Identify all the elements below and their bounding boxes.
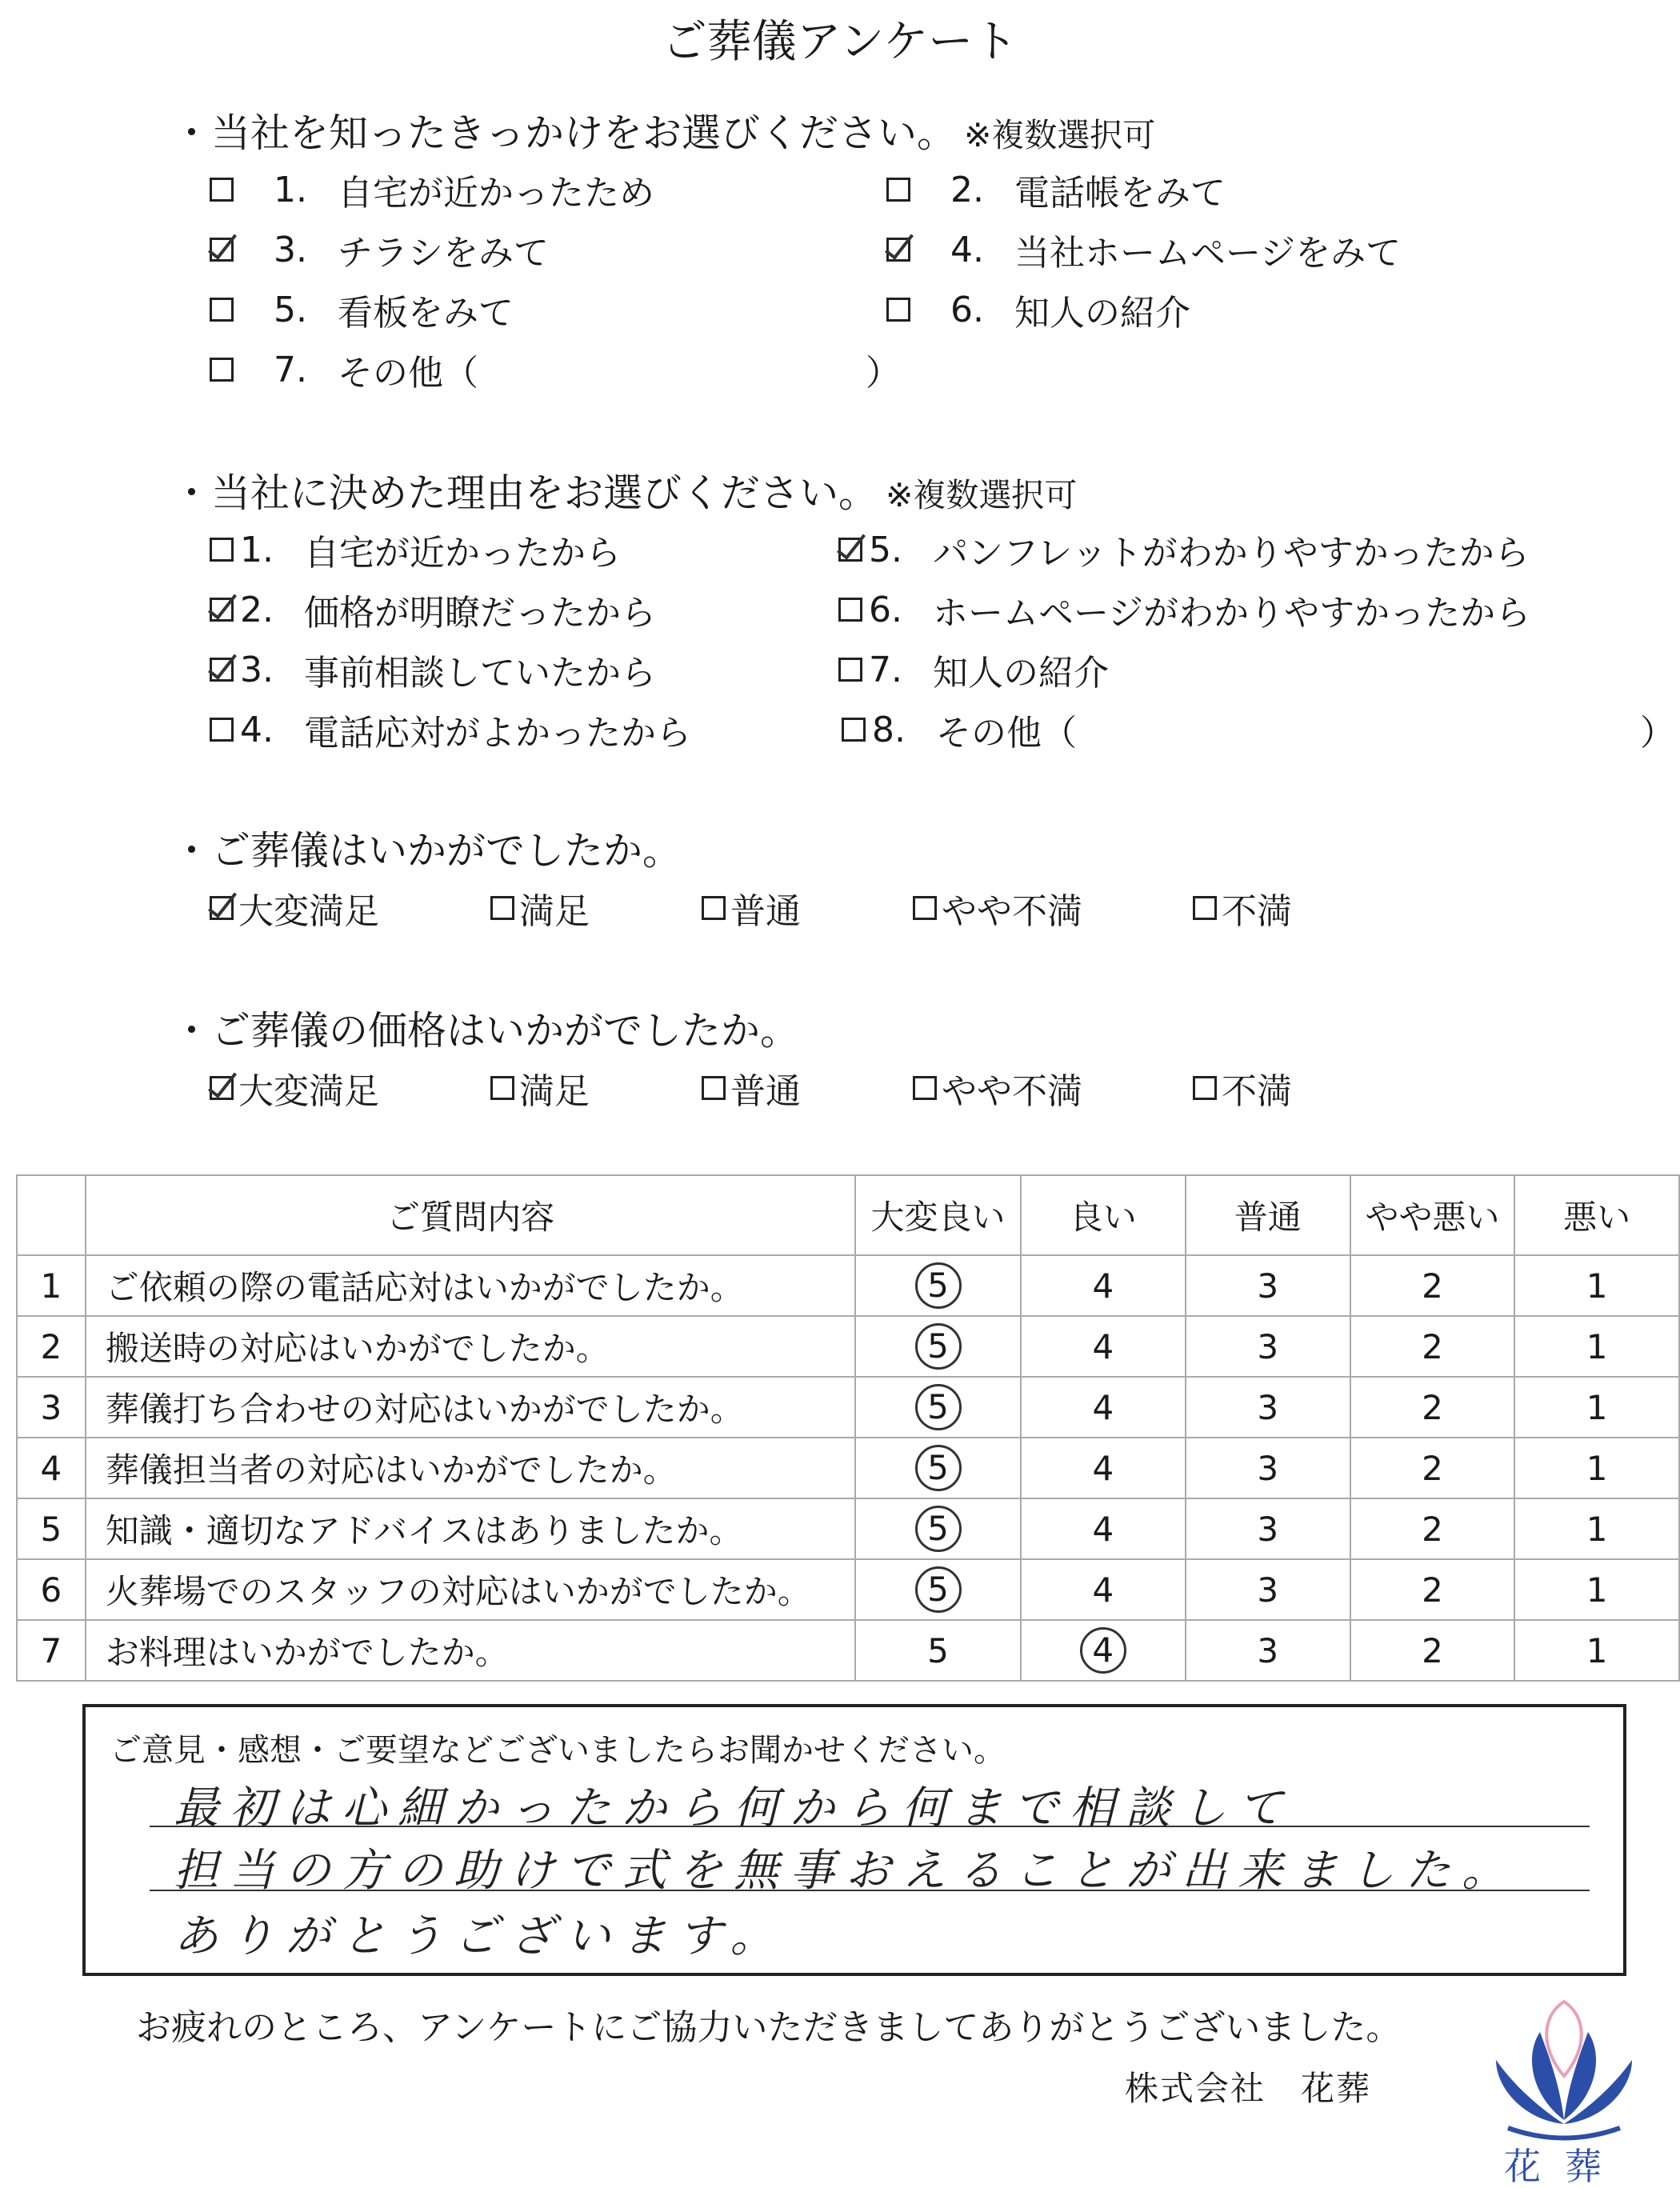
q2-option-5[interactable] bbox=[838, 524, 1530, 575]
score-cell[interactable] bbox=[1350, 1498, 1515, 1559]
q1-title bbox=[172, 102, 1155, 158]
checkbox[interactable] bbox=[886, 178, 910, 202]
option-label: チラシをみて bbox=[338, 233, 549, 274]
score-cell[interactable] bbox=[855, 1498, 1020, 1559]
score-cell[interactable] bbox=[1186, 1559, 1350, 1620]
score-cell[interactable] bbox=[1350, 1255, 1515, 1316]
option-label: 事前相談していたから bbox=[304, 653, 656, 694]
q4-option-somewhat-dissatisfied[interactable] bbox=[913, 1062, 1082, 1114]
row-number: 5 bbox=[17, 1498, 86, 1559]
q2-note: ※複数選択可 bbox=[886, 476, 1078, 514]
score-cell[interactable] bbox=[855, 1438, 1020, 1498]
q4-option-dissatisfied[interactable] bbox=[1193, 1062, 1292, 1114]
score-cell[interactable] bbox=[1021, 1316, 1186, 1377]
circled-score: 5 bbox=[915, 1384, 962, 1430]
q2-title bbox=[172, 462, 1077, 518]
option-label: 不満 bbox=[1222, 1071, 1292, 1112]
checkbox[interactable] bbox=[210, 538, 234, 562]
question-text: 搬送時の対応はいかがでしたか。 bbox=[86, 1316, 856, 1377]
row-number: 6 bbox=[17, 1559, 86, 1620]
q2-option-2[interactable] bbox=[210, 584, 656, 635]
option-label: 自宅が近かったため bbox=[338, 173, 654, 214]
q2-title-text: ・当社に決めた理由をお選びください。 bbox=[172, 470, 878, 516]
question-text: お料理はいかがでしたか。 bbox=[86, 1620, 856, 1681]
score-value: 2 bbox=[1422, 1630, 1443, 1670]
option-number: 1. bbox=[240, 529, 274, 570]
circled-score: 5 bbox=[915, 1566, 962, 1613]
q3-option-satisfied[interactable] bbox=[490, 882, 590, 934]
q1-option-7[interactable] bbox=[210, 344, 901, 395]
score-value: 1 bbox=[1586, 1509, 1608, 1549]
score-value: 3 bbox=[1257, 1387, 1279, 1427]
score-cell[interactable] bbox=[855, 1377, 1020, 1438]
table-row bbox=[17, 1498, 1679, 1559]
score-cell[interactable] bbox=[1514, 1559, 1679, 1620]
q3-option-dissatisfied[interactable] bbox=[1193, 882, 1292, 934]
score-cell[interactable] bbox=[1514, 1498, 1679, 1559]
score-value: 2 bbox=[1422, 1509, 1443, 1549]
page-title: ご葬儀アンケート bbox=[662, 16, 1018, 68]
q4-option-satisfied[interactable] bbox=[490, 1062, 590, 1114]
score-cell[interactable] bbox=[1186, 1377, 1350, 1438]
header-very-good: 大変良い bbox=[855, 1175, 1020, 1255]
checkbox[interactable] bbox=[886, 298, 910, 322]
q1-note: ※複数選択可 bbox=[964, 116, 1156, 154]
checkbox[interactable] bbox=[842, 718, 866, 742]
header-number bbox=[17, 1175, 86, 1255]
option-label: 普通 bbox=[730, 891, 801, 932]
table-header-row bbox=[17, 1175, 1679, 1255]
option-label: 電話帳をみて bbox=[1014, 173, 1226, 214]
question-text: 火葬場でのスタッフの対応はいかがでしたか。 bbox=[86, 1559, 856, 1620]
option-label: 満足 bbox=[519, 891, 590, 932]
circled-score: 5 bbox=[915, 1323, 962, 1370]
option-label: やや不満 bbox=[942, 891, 1082, 932]
score-value: 2 bbox=[1422, 1266, 1443, 1306]
q1-option-5[interactable] bbox=[210, 284, 514, 335]
option-number: 5. bbox=[869, 529, 902, 570]
circled-score: 5 bbox=[915, 1262, 962, 1309]
option-number: 4. bbox=[950, 229, 984, 270]
question-text: 葬儀打ち合わせの対応はいかがでしたか。 bbox=[86, 1377, 856, 1438]
header-bad: 悪い bbox=[1514, 1175, 1679, 1255]
option-label: 価格が明瞭だったから bbox=[304, 593, 656, 634]
score-value: 2 bbox=[1422, 1570, 1443, 1610]
table-row bbox=[17, 1620, 1679, 1681]
checkbox[interactable] bbox=[1193, 896, 1217, 920]
option-label: ホームページがわかりやすかったから bbox=[933, 593, 1531, 634]
checkbox-checked[interactable] bbox=[210, 1076, 234, 1100]
checkbox-checked[interactable] bbox=[210, 238, 234, 262]
score-cell[interactable] bbox=[1186, 1438, 1350, 1498]
score-value: 5 bbox=[927, 1630, 949, 1670]
option-label: 普通 bbox=[730, 1071, 801, 1112]
question-text: 葬儀担当者の対応はいかがでしたか。 bbox=[86, 1438, 856, 1498]
score-cell[interactable] bbox=[1514, 1377, 1679, 1438]
score-value: 1 bbox=[1586, 1326, 1608, 1366]
score-cell[interactable] bbox=[1021, 1559, 1186, 1620]
option-number: 7. bbox=[274, 349, 307, 390]
header-normal: 普通 bbox=[1186, 1175, 1350, 1255]
option-label: やや不満 bbox=[942, 1071, 1082, 1112]
company-name: 株式会社 花葬 bbox=[1125, 2069, 1372, 2108]
score-cell[interactable] bbox=[1186, 1620, 1350, 1681]
handwritten-comment-line-1: 最初は心細かったから何から何まで相談して bbox=[174, 1782, 1294, 1834]
option-number: 2. bbox=[950, 169, 984, 210]
q2-option-8[interactable] bbox=[842, 704, 1675, 755]
row-number: 3 bbox=[17, 1377, 86, 1438]
option-label: その他（ ） bbox=[338, 353, 901, 394]
score-cell[interactable] bbox=[1186, 1255, 1350, 1316]
score-cell[interactable] bbox=[1021, 1620, 1186, 1681]
score-value: 3 bbox=[1257, 1266, 1279, 1306]
score-cell[interactable] bbox=[1514, 1620, 1679, 1681]
q2-option-1[interactable] bbox=[210, 524, 621, 575]
checkbox[interactable] bbox=[490, 896, 514, 920]
checkbox[interactable] bbox=[838, 598, 862, 622]
option-number: 8. bbox=[872, 709, 906, 750]
checkbox[interactable] bbox=[1193, 1076, 1217, 1100]
table-row bbox=[17, 1255, 1679, 1316]
score-cell[interactable] bbox=[1350, 1559, 1515, 1620]
checkbox[interactable] bbox=[702, 1076, 726, 1100]
q2-option-4[interactable] bbox=[210, 704, 691, 755]
q4-title: ・ご葬儀の価格はいかがでしたか。 bbox=[172, 1008, 800, 1054]
score-cell[interactable] bbox=[1186, 1498, 1350, 1559]
score-value: 3 bbox=[1257, 1326, 1279, 1366]
score-value: 3 bbox=[1257, 1509, 1279, 1549]
score-value: 4 bbox=[1092, 1326, 1114, 1366]
q2-option-6[interactable] bbox=[838, 584, 1530, 635]
question-text: ご依頼の際の電話応対はいかがでしたか。 bbox=[86, 1255, 856, 1316]
table-row bbox=[17, 1438, 1679, 1498]
score-value: 1 bbox=[1586, 1630, 1608, 1670]
q1-option-3[interactable] bbox=[210, 224, 549, 275]
score-value: 3 bbox=[1257, 1448, 1279, 1488]
score-value: 4 bbox=[1092, 1266, 1114, 1306]
handwritten-comment-line-2: 担当の方の助けで式を無事おえることが出来ました。 bbox=[174, 1845, 1518, 1897]
option-number: 7. bbox=[869, 649, 902, 690]
q1-option-2[interactable] bbox=[886, 164, 1226, 215]
table-row bbox=[17, 1316, 1679, 1377]
circled-score: 5 bbox=[915, 1506, 962, 1552]
score-cell[interactable] bbox=[1350, 1620, 1515, 1681]
score-cell[interactable] bbox=[1350, 1316, 1515, 1377]
q2-option-3[interactable] bbox=[210, 644, 656, 695]
circled-score: 5 bbox=[915, 1445, 962, 1491]
option-number: 6. bbox=[950, 289, 984, 330]
option-label: 知人の紹介 bbox=[1014, 293, 1190, 334]
score-cell[interactable] bbox=[1186, 1316, 1350, 1377]
score-cell[interactable] bbox=[855, 1559, 1020, 1620]
checkbox-checked[interactable] bbox=[210, 896, 234, 920]
option-number: 3. bbox=[274, 229, 307, 270]
score-value: 1 bbox=[1586, 1266, 1608, 1306]
question-text: 知識・適切なアドバイスはありましたか。 bbox=[86, 1498, 856, 1559]
q1-option-6[interactable] bbox=[886, 284, 1190, 335]
option-label: 知人の紹介 bbox=[933, 653, 1109, 694]
header-good: 良い bbox=[1021, 1175, 1186, 1255]
checkbox[interactable] bbox=[702, 896, 726, 920]
checkbox[interactable] bbox=[210, 358, 234, 382]
checkbox[interactable] bbox=[490, 1076, 514, 1100]
option-label: 不満 bbox=[1222, 891, 1292, 932]
score-cell[interactable] bbox=[1021, 1255, 1186, 1316]
checkbox-checked[interactable] bbox=[838, 538, 862, 562]
header-somewhat-bad: やや悪い bbox=[1350, 1175, 1515, 1255]
option-label: 大変満足 bbox=[238, 891, 379, 932]
score-value: 4 bbox=[1092, 1387, 1114, 1427]
score-cell[interactable] bbox=[1021, 1498, 1186, 1559]
q1-title-text: ・当社を知ったきっかけをお選びください。 bbox=[172, 110, 957, 156]
option-label: 当社ホームページをみて bbox=[1014, 233, 1402, 274]
option-number: 2. bbox=[240, 589, 274, 630]
handwritten-comment-line-3: ありがとうございます。 bbox=[174, 1910, 786, 1962]
checkbox-checked[interactable] bbox=[886, 238, 910, 262]
option-number: 4. bbox=[240, 709, 274, 750]
score-value: 1 bbox=[1586, 1570, 1608, 1610]
score-value: 4 bbox=[1092, 1570, 1114, 1610]
score-value: 2 bbox=[1422, 1326, 1443, 1366]
q3-title: ・ご葬儀はいかがでしたか。 bbox=[172, 828, 682, 874]
score-value: 3 bbox=[1257, 1630, 1279, 1670]
comment-label: ご意見・感想・ご要望などございましたらお聞かせください。 bbox=[110, 1732, 1006, 1769]
header-question: ご質問内容 bbox=[86, 1175, 856, 1255]
row-number: 2 bbox=[17, 1316, 86, 1377]
q3-option-somewhat-dissatisfied[interactable] bbox=[913, 882, 1082, 934]
q4-option-very-satisfied[interactable] bbox=[210, 1062, 379, 1114]
option-label: 満足 bbox=[519, 1071, 590, 1112]
option-label: パンフレットがわかりやすかったから bbox=[933, 533, 1530, 574]
checkbox[interactable] bbox=[913, 896, 937, 920]
q2-option-7[interactable] bbox=[838, 644, 1109, 695]
logo-text: 花葬 bbox=[1504, 2145, 1626, 2188]
score-value: 1 bbox=[1586, 1448, 1608, 1488]
option-number: 6. bbox=[869, 589, 902, 630]
checkbox-checked[interactable] bbox=[210, 598, 234, 622]
option-label: 大変満足 bbox=[238, 1071, 379, 1112]
score-cell[interactable] bbox=[1514, 1255, 1679, 1316]
option-number: 1. bbox=[274, 169, 307, 210]
score-value: 4 bbox=[1092, 1448, 1114, 1488]
score-cell[interactable] bbox=[1514, 1316, 1679, 1377]
table-row bbox=[17, 1377, 1679, 1438]
score-cell[interactable] bbox=[1514, 1438, 1679, 1498]
score-value: 2 bbox=[1422, 1448, 1443, 1488]
checkbox[interactable] bbox=[210, 718, 234, 742]
table-row bbox=[17, 1559, 1679, 1620]
score-cell[interactable] bbox=[855, 1255, 1020, 1316]
score-value: 1 bbox=[1586, 1387, 1608, 1427]
thanks-message: お疲れのところ、アンケートにご協力いただきましてありがとうございました。 bbox=[136, 2007, 1402, 2048]
checkbox-checked[interactable] bbox=[210, 658, 234, 682]
rating-table bbox=[16, 1174, 1680, 1682]
score-cell[interactable] bbox=[855, 1620, 1020, 1681]
option-label: その他（ ） bbox=[936, 713, 1675, 754]
q3-option-very-satisfied[interactable] bbox=[210, 882, 379, 934]
row-number: 4 bbox=[17, 1438, 86, 1498]
q3-option-normal[interactable] bbox=[702, 882, 801, 934]
comment-box[interactable] bbox=[82, 1704, 1626, 1976]
score-cell[interactable] bbox=[1350, 1438, 1515, 1498]
row-number: 7 bbox=[17, 1620, 86, 1681]
score-value: 3 bbox=[1257, 1570, 1279, 1610]
option-number: 5. bbox=[274, 289, 307, 330]
option-number: 3. bbox=[240, 649, 274, 690]
option-label: 自宅が近かったから bbox=[304, 533, 621, 574]
option-label: 看板をみて bbox=[338, 293, 514, 334]
checkbox[interactable] bbox=[838, 658, 862, 682]
option-label: 電話応対がよかったから bbox=[304, 713, 691, 754]
score-cell[interactable] bbox=[1021, 1438, 1186, 1498]
checkbox[interactable] bbox=[913, 1076, 937, 1100]
q4-option-normal[interactable] bbox=[702, 1062, 801, 1114]
score-value: 2 bbox=[1422, 1387, 1443, 1427]
score-cell[interactable] bbox=[1021, 1377, 1186, 1438]
q1-option-4[interactable] bbox=[886, 224, 1401, 275]
q1-option-1[interactable] bbox=[210, 164, 654, 215]
circled-score: 4 bbox=[1080, 1627, 1126, 1674]
checkbox[interactable] bbox=[210, 178, 234, 202]
score-cell[interactable] bbox=[1350, 1377, 1515, 1438]
score-value: 4 bbox=[1092, 1509, 1114, 1549]
score-cell[interactable] bbox=[855, 1316, 1020, 1377]
row-number: 1 bbox=[17, 1255, 86, 1316]
checkbox[interactable] bbox=[210, 298, 234, 322]
